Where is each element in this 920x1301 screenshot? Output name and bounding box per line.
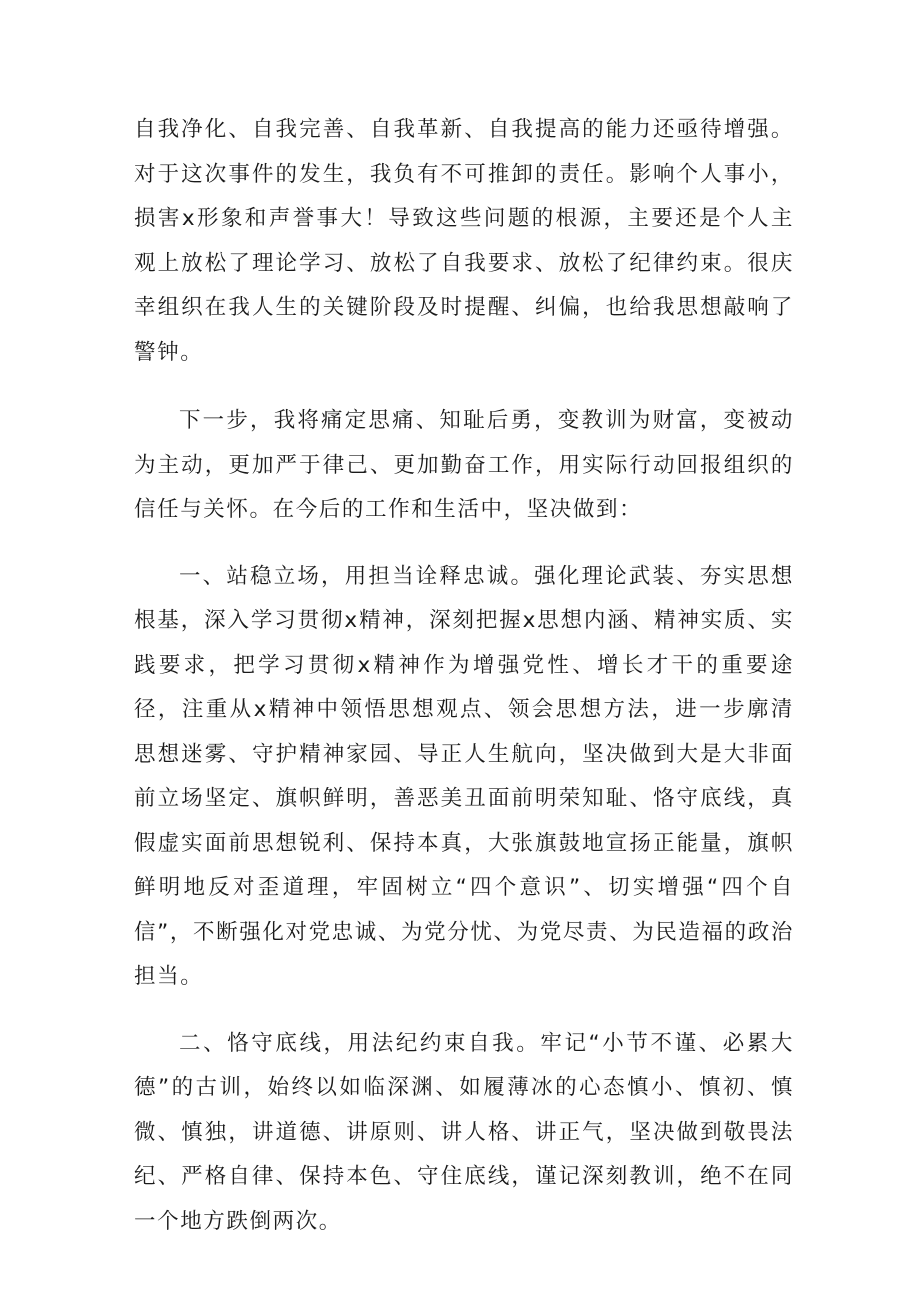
paragraph-point-one: 一、站稳立场，用担当诠释忠诚。强化理论武装、夯实思想根基，深入学习贯彻x精神，深刻把握x思想内涵、精神实质、实践要求，把学习贯彻x精神作为增强党性、增长才干的重要途径，注重从x精神中领悟思想观点、领会思想方法，进一步廓清思想迷雾、守护精神家园、导正人生航向，坚决做到大是大非面前立场坚定、旗帜鲜明，善恶美丑面前明荣知耻、恪守底线，真假虚实面前思想锐利、保持本真，大张旗鼓地宣扬正能量，旗帜鲜明地反对歪道理，牢固树立“四个意识”、切实增强“四个自信”，不断强化对党忠诚、为党分忧、为党尽责、为民造福的政治担当。 [134,563,794,989]
paragraph-continuation: 自我净化、自我完善、自我革新、自我提高的能力还亟待增强。对于这次事件的发生，我负有不可推卸的责任。影响个人事小，损害x形象和声誉事大！导致这些问题的根源，主要还是个人主观上放松了理论学习、放松了自我要求、放松了纪律约束。很庆幸组织在我人生的关键阶段及时提醒、纠偏，也给我思想敲响了警钟。 [134,117,794,365]
paragraph-point-two: 二、恪守底线，用法纪约束自我。牢记“小节不谨、必累大德”的古训，始终以如临深渊、如履薄冰的心态慎小、慎初、慎微、慎独，讲道德、讲原则、讲人格、讲正气，坚决做到敬畏法纪、严格自律、保持本色、守住底线，谨记深刻教训，绝不在同一个地方跌倒两次。 [134,1030,794,1234]
document-body [134,108,794,1244]
paragraph-next-steps: 下一步，我将痛定思痛、知耻后勇，变教训为财富，变被动为主动，更加严于律己、更加勤奋工作，用实际行动回报组织的信任与关怀。在今后的工作和生活中，坚决做到： [134,408,794,522]
